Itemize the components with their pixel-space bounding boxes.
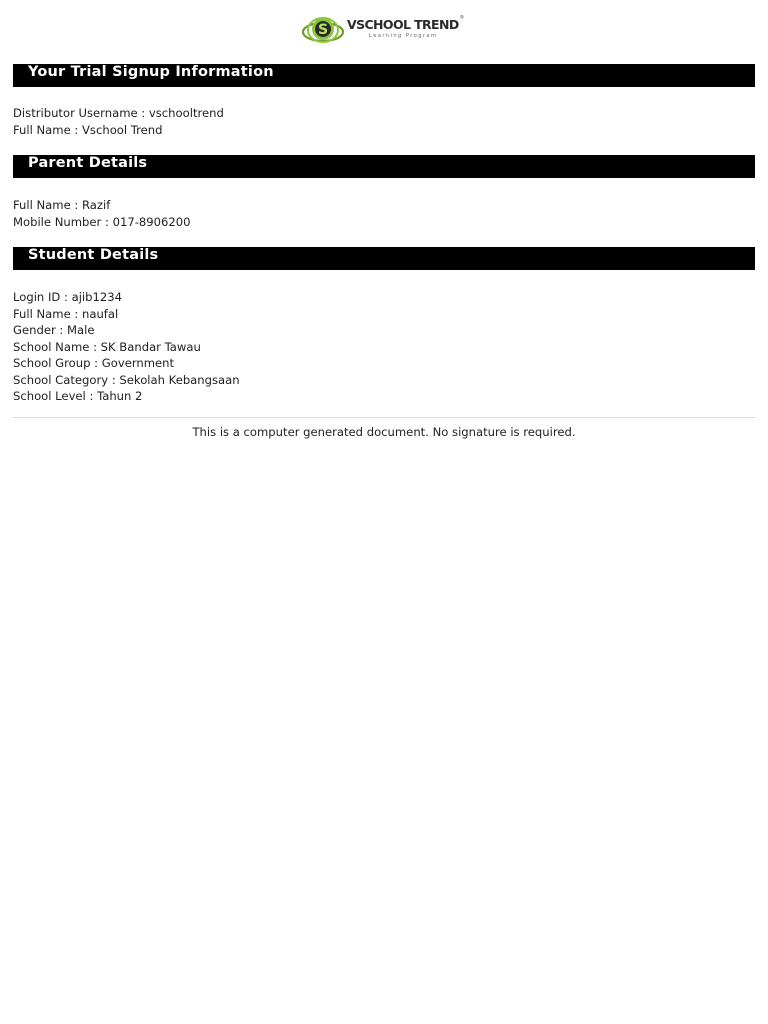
student-details [13,289,240,405]
distributor-username-value: vschooltrend [148,106,224,120]
distributor-username-label: Distributor Username : [13,106,149,120]
school-category-row [13,372,240,389]
student-gender-label: Gender : [13,323,68,337]
school-name-label: School Name : [13,339,101,354]
registered-mark: ® [459,14,464,21]
student-login-id-row [13,289,240,306]
school-level-label: School Level : [13,389,98,403]
parent-full-name-value: Razif [82,198,111,212]
parent-mobile-label: Mobile Number : [13,214,113,229]
parent-mobile-row [13,214,191,231]
school-category-value: Sekolah Kebangsaan [119,372,240,387]
school-name-row [13,339,240,356]
svg-text:S: S [317,22,329,38]
school-category-label: School Category : [13,372,120,387]
student-full-name-value: naufal [82,306,119,321]
school-level-value: Tahun 2 [97,389,143,403]
student-details-heading: Student Details [13,247,755,270]
student-gender-row [13,322,240,339]
footer-divider [13,417,755,418]
logo-swirl-icon [301,12,345,46]
school-level-row [13,388,240,405]
trial-signup-details [13,105,224,138]
logo-brand-text: VSCHOOL TREND ® [347,14,464,32]
school-group-row [13,355,240,372]
student-full-name-label: Full Name : [13,306,82,321]
vschool-trend-logo [301,12,471,46]
parent-details-heading: Parent Details [13,155,755,178]
student-login-id-label: Login ID : [13,290,72,304]
distributor-full-name-value: Vschool Trend [82,122,163,137]
school-name-value: SK Bandar Tawau [100,339,201,354]
parent-full-name-row [13,197,191,214]
distributor-username-row [13,105,224,122]
student-full-name-row [13,306,240,323]
trial-signup-heading: Your Trial Signup Information [13,64,755,87]
student-login-id-value: ajib1234 [71,290,123,304]
parent-mobile-value: 017-8906200 [112,214,191,229]
parent-full-name-label: Full Name : [13,198,82,212]
student-gender-value: Male [67,323,95,337]
distributor-full-name-label: Full Name : [13,122,82,137]
logo-tagline: Learning Program [369,33,438,40]
distributor-full-name-row [13,122,224,139]
parent-details [13,197,191,230]
school-group-label: School Group : [13,356,102,370]
computer-generated-note: This is a computer generated document. No signature is required. [192,425,576,439]
school-group-value: Government [101,356,175,370]
